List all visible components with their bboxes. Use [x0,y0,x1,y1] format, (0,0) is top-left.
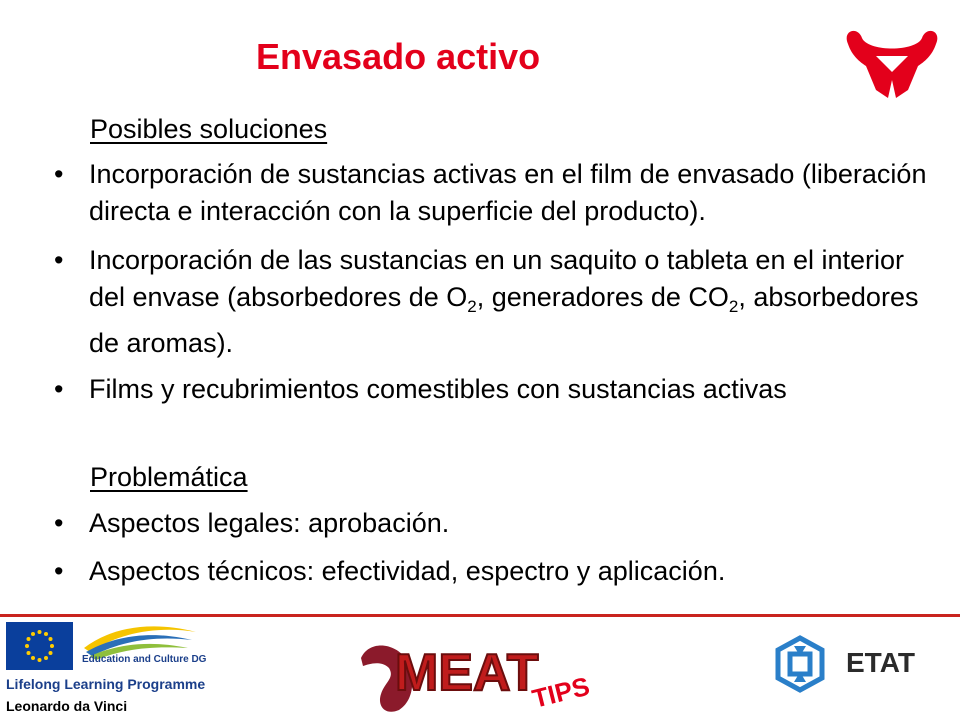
problems-list [54,505,934,590]
bullet-text: Films y recubrimientos comestibles con sustancias activas [89,374,787,404]
bullet-text: Incorporación de sustancias activas en el film de envasado (liberación directa e interacción con la superficie del producto). [89,159,927,226]
eu-flag-icon [6,622,73,670]
bullet-text: Aspectos técnicos: efectividad, espectro y aplicación. [89,556,726,586]
subscript: 2 [728,297,739,316]
subscript: 2 [467,297,477,316]
bullet-text: Incorporación de las sustancias en un saquito o tableta en el interior del envase (absorbedores de O [89,245,905,312]
education-culture-label: Education and Culture DG [82,654,207,665]
svg-text:ETAT: ETAT [846,647,915,678]
bull-logo-icon [838,26,946,100]
meat-tips-logo [355,620,600,718]
svg-text:MEAT: MEAT [395,644,539,702]
list-item [54,553,934,590]
bullet-text: Aspectos legales: aprobación. [89,508,450,538]
list-item [54,156,934,230]
list-item [54,242,934,362]
section-heading-posibles: Posibles soluciones [90,114,328,144]
svg-text:TIPS: TIPS [529,670,593,714]
list-item [54,371,934,408]
section-heading-problematica: Problemática [90,462,248,492]
solutions-list [54,156,934,408]
list-item [54,505,934,542]
leonardo-label: Leonardo da Vinci [6,698,128,714]
bullet-text: , absorbedores de aromas). [89,282,919,358]
slide-title: Envasado activo [256,36,541,77]
bullet-text: , generadores de CO [476,282,729,312]
footer-divider [0,614,960,617]
etat-logo [770,632,950,702]
llp-label: Lifelong Learning Programme [6,676,206,692]
